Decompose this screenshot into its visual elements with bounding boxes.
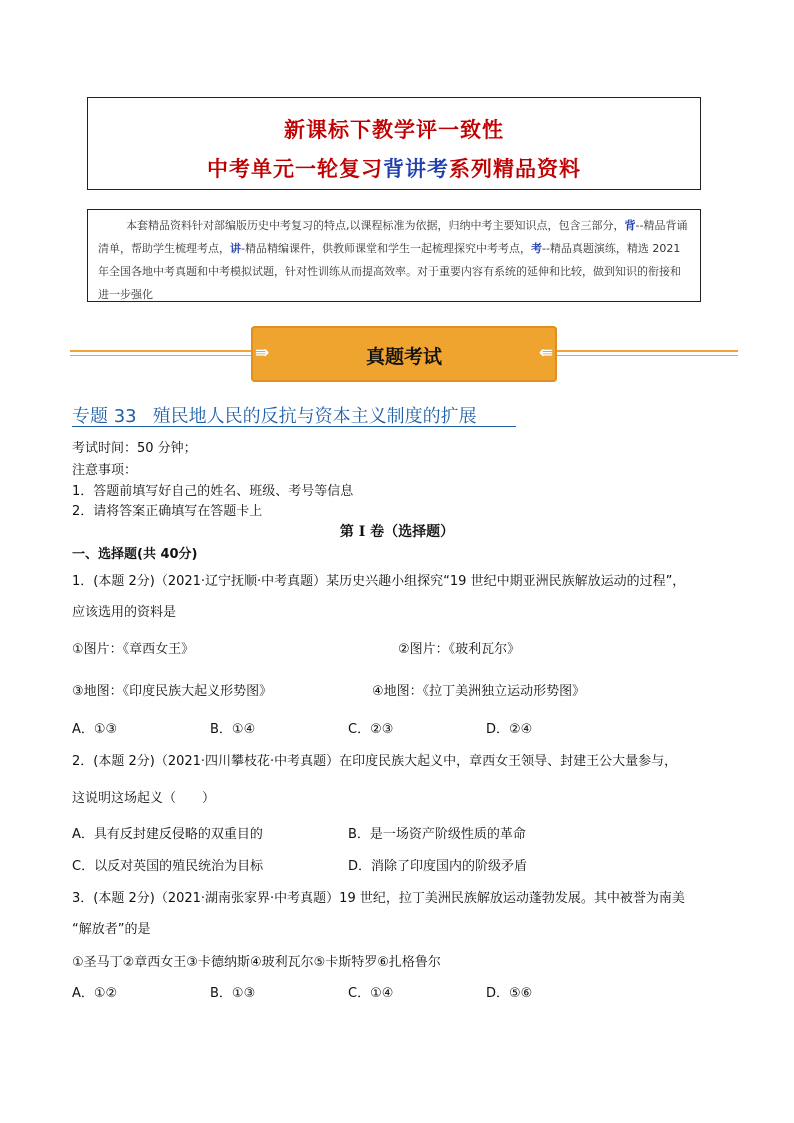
question-2-option-a[interactable]: A．具有反封建反侵略的双重目的 — [72, 827, 263, 842]
part-one-heading: 一、选择题(共 40分) — [72, 547, 198, 562]
question-2-option-d[interactable]: D．消除了印度国内的阶级矛盾 — [348, 859, 528, 874]
question-2-option-b[interactable]: B．是一场资产阶级性质的革命 — [348, 827, 526, 842]
question-3-stem-cont: “解放者”的是 — [72, 922, 151, 937]
double-arrow-left-icon: ⇚ — [538, 343, 553, 363]
question-1-option-a[interactable]: A．①③ — [72, 722, 118, 737]
question-2-stem: 2．(本题 2分)（2021·四川攀枝花·中考真题）在印度民族大起义中，章西女王领导、封建王公大量参与， — [72, 754, 678, 769]
question-1-material-4: ④地图：《拉丁美洲独立运动形势图》 — [372, 684, 586, 699]
topic-title: 殖民地人民的反抗与资本主义制度的扩展 — [152, 406, 477, 427]
question-2-stem-cont: 这说明这场起义（ ） — [72, 791, 216, 806]
intro-keyword-bei: 背 — [624, 219, 636, 232]
intro-keyword-kao: 考 — [530, 242, 542, 255]
banner-rule-right-thin — [556, 355, 738, 356]
intro-keyword-jiang: 讲 — [230, 242, 241, 255]
intro-text-1: 本套精品资料针对部编版历史中考复习的特点,以课程标准为依据，归纳中考主要知识点，包含三部分， — [126, 219, 625, 232]
intro-box — [87, 209, 701, 302]
note-1: 1．答题前填写好自己的姓名、班级、考号等信息 — [72, 484, 354, 499]
note-2: 2．请将答案正确填写在答题卡上 — [72, 504, 263, 519]
intro-text-3: -精品精编课件，供教师课堂和学生一起梳理探究中考考点， — [241, 242, 531, 255]
question-1-stem-cont: 应该选用的资料是 — [72, 605, 177, 620]
title-line-2-part-a: 中考单元一轮复习 — [207, 156, 383, 181]
topic-heading — [72, 402, 477, 428]
question-1-option-b[interactable]: B．①④ — [210, 722, 256, 737]
question-1-material-3: ③地图：《印度民族大起义形势图》 — [72, 684, 273, 699]
question-1-material-1: ①图片：《章西女王》 — [72, 642, 195, 657]
question-3-option-c[interactable]: C．①④ — [348, 986, 394, 1001]
question-3-stem: 3．(本题 2分)（2021·湖南张家界·中考真题）19 世纪，拉丁美洲民族解放运动蓬勃发展。其中被誉为南美 — [72, 891, 685, 906]
title-line-2-part-c: 系列精品资料 — [449, 156, 581, 181]
notes-title: 注意事项： — [72, 463, 138, 478]
question-2-option-c[interactable]: C．以反对英国的殖民统治为目标 — [72, 859, 264, 874]
question-1-option-d[interactable]: D．②④ — [486, 722, 533, 737]
question-3-option-b[interactable]: B．①③ — [210, 986, 256, 1001]
question-3-items: ①圣马丁②章西女王③卡德纳斯④玻利瓦尔⑤卡斯特罗⑥扎格鲁尔 — [72, 955, 441, 970]
question-1-material-2: ②图片：《玻利瓦尔》 — [398, 642, 521, 657]
banner-label: 真题考试 — [365, 346, 442, 368]
question-1-option-c[interactable]: C．②③ — [348, 722, 394, 737]
section-banner — [251, 326, 557, 382]
question-1-stem: 1．(本题 2分)（2021·辽宁抚顺·中考真题）某历史兴趣小组探究“19 世纪中期亚洲民族解放运动的过程”， — [72, 574, 686, 589]
section-title: 第 I 卷（选择题） — [339, 524, 455, 540]
topic-number: 专题 33 — [72, 406, 137, 427]
title-line-2 — [88, 153, 700, 183]
exam-time: 考试时间：50 分钟； — [72, 441, 197, 456]
title-line-2-keywords: 背讲考 — [383, 156, 449, 181]
intro-text-2: --精品背诵清单，帮助学生梳理考点， — [98, 219, 688, 255]
intro-paragraph — [98, 214, 690, 306]
question-3-option-d[interactable]: D．⑤⑥ — [486, 986, 533, 1001]
question-3-option-a[interactable]: A．①② — [72, 986, 118, 1001]
banner-rule-right — [556, 350, 738, 352]
intro-text-4: --精品真题演练，精选 2021 年全国各地中考真题和中考模拟试题，针对性训练从而提高效率。对于重要内容有系统的延伸和比较，做到知识的衔接和进一步强化 — [98, 242, 681, 301]
title-line-1: 新课标下教学评一致性 — [284, 117, 504, 142]
title-box — [87, 97, 701, 190]
banner-rule-left-thin — [70, 355, 252, 356]
double-arrow-right-icon: ⇛ — [255, 343, 270, 363]
topic-underline — [72, 426, 516, 427]
banner-rule-left — [70, 350, 252, 352]
